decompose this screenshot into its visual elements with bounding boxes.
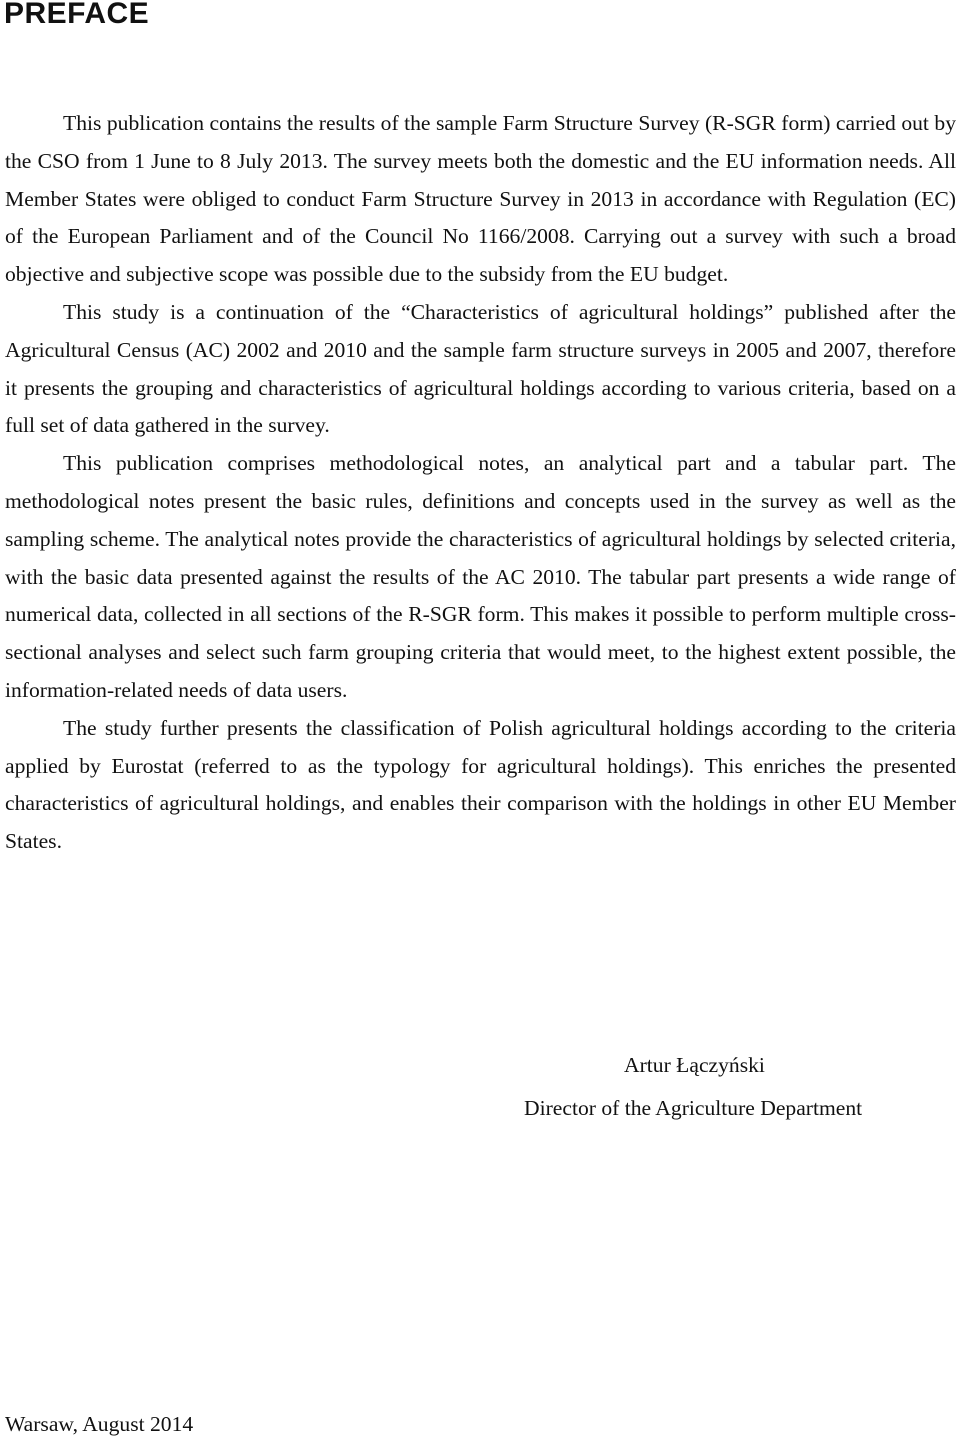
signatory-name: Artur Łączyński — [624, 1053, 765, 1077]
paragraph-continuation: This study is a continuation of the “Characteristics of agricultural holdings” published after the Agricultural Census (AC) 2002 and 2010 and the sample farm structure surveys in 2005 and 2007, therefore it presents the grouping and characteristics of agricultural holdings according to various criteria, based on a full set of data gathered in the survey. — [5, 299, 956, 438]
page-title: PREFACE — [4, 0, 150, 30]
paragraph-typology: The study further presents the classification of Polish agricultural holdings according to the criteria applied by Eurostat (referred to as the typology for agricultural holdings). This enriches the presented characteristics of agricultural holdings, and enables their comparison with the holdings in other EU Member States. — [5, 715, 956, 854]
signatory-title: Director of the Agriculture Department — [524, 1096, 863, 1120]
preface-body — [5, 105, 956, 861]
paragraph-structure: This publication comprises methodological notes, an analytical part and a tabular part. The methodological notes present the basic rules, definitions and concepts used in the survey as well as the sampling scheme. The analytical notes provide the characteristics of agricultural holdings by selected criteria, with the basic data presented against the results of the AC 2010. The tabular part presents a wide range of numerical data, collected in all sections of the R-SGR form. This makes it possible to perform multiple cross-sectional analyses and select such farm grouping criteria that would meet, to the highest extent possible, the information-related needs of data users. — [5, 451, 956, 702]
paragraph-intro: This publication contains the results of the sample Farm Structure Survey (R-SGR form) carried out by the CSO from 1 June to 8 July 2013. The survey meets both the domestic and the EU information needs. All Member States were obliged to conduct Farm Structure Survey in 2013 in accordance with Regulation (EC) of the European Parliament and of the Council No 1166/2008. Carrying out a survey with such a broad objective and subjective scope was possible due to the subsidy from the EU budget. — [5, 111, 956, 287]
signature-block — [524, 1044, 944, 1130]
place-and-date: Warsaw, August 2014 — [5, 1412, 194, 1436]
